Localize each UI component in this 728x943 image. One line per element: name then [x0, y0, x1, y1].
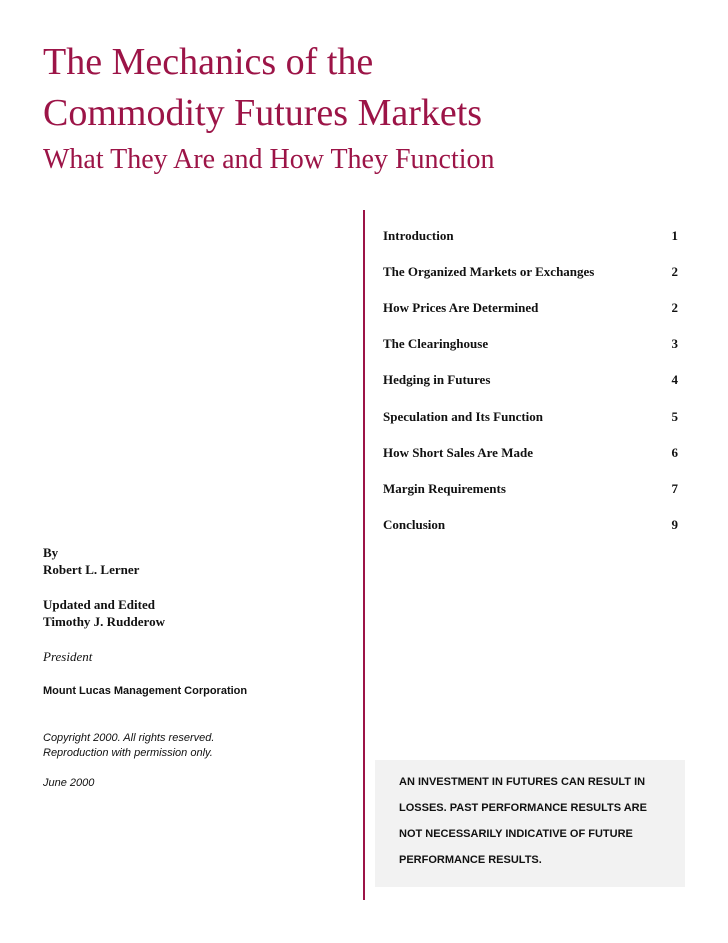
toc-item-page: 4 — [671, 372, 678, 387]
document-subtitle: What They Are and How They Function — [43, 144, 495, 175]
disclaimer-line: NOT NECESSARILY INDICATIVE OF FUTURE — [399, 828, 633, 840]
toc-item-label: Introduction — [383, 228, 454, 243]
risk-disclaimer-box — [375, 760, 685, 887]
toc-item-page: 2 — [671, 264, 678, 279]
document-title-line-2: Commodity Futures Markets — [43, 92, 483, 134]
company-name: Mount Lucas Management Corporation — [43, 685, 248, 697]
toc-item-speculation[interactable] — [383, 407, 678, 427]
publication-date: June 2000 — [43, 777, 95, 789]
document-title-line-1: The Mechanics of the — [43, 41, 374, 83]
editor-name: Timothy J. Rudderow — [43, 614, 165, 629]
toc-item-label: The Clearinghouse — [383, 336, 489, 351]
toc-item-label: Hedging in Futures — [383, 372, 491, 387]
toc-item-hedging[interactable] — [383, 370, 678, 390]
toc-item-clearinghouse[interactable] — [383, 334, 678, 354]
toc-item-page: 2 — [671, 300, 678, 315]
updated-label: Updated and Edited — [43, 597, 155, 612]
toc-item-label: Speculation and Its Function — [383, 409, 544, 424]
byline-label: By — [43, 545, 59, 560]
toc-item-page: 6 — [671, 445, 678, 460]
toc-item-prices[interactable] — [383, 298, 678, 318]
toc-item-label: The Organized Markets or Exchanges — [383, 264, 595, 279]
disclaimer-line: PERFORMANCE RESULTS. — [399, 854, 542, 866]
toc-item-page: 1 — [671, 228, 678, 243]
toc-item-label: Margin Requirements — [383, 481, 506, 496]
copyright-notice: Copyright 2000. All rights reserved. — [43, 732, 215, 744]
toc-item-label: How Prices Are Determined — [383, 300, 539, 315]
toc-item-label: How Short Sales Are Made — [383, 445, 533, 460]
disclaimer-line: AN INVESTMENT IN FUTURES CAN RESULT IN — [399, 776, 646, 788]
toc-item-short-sales[interactable] — [383, 443, 678, 463]
toc-item-page: 9 — [671, 517, 678, 532]
toc-item-page: 7 — [671, 481, 678, 496]
toc-item-conclusion[interactable] — [383, 515, 678, 535]
toc-item-margin[interactable] — [383, 479, 678, 499]
vertical-divider — [363, 210, 365, 900]
reproduction-notice: Reproduction with permission only. — [43, 747, 213, 759]
author-name: Robert L. Lerner — [43, 562, 140, 577]
editor-role: President — [43, 649, 93, 664]
disclaimer-line: LOSSES. PAST PERFORMANCE RESULTS ARE — [399, 802, 647, 814]
toc-item-organized-markets[interactable] — [383, 262, 678, 282]
toc-item-page: 5 — [671, 409, 678, 424]
toc-item-page: 3 — [671, 336, 678, 351]
toc-item-label: Conclusion — [383, 517, 446, 532]
toc-item-introduction[interactable] — [383, 226, 678, 246]
